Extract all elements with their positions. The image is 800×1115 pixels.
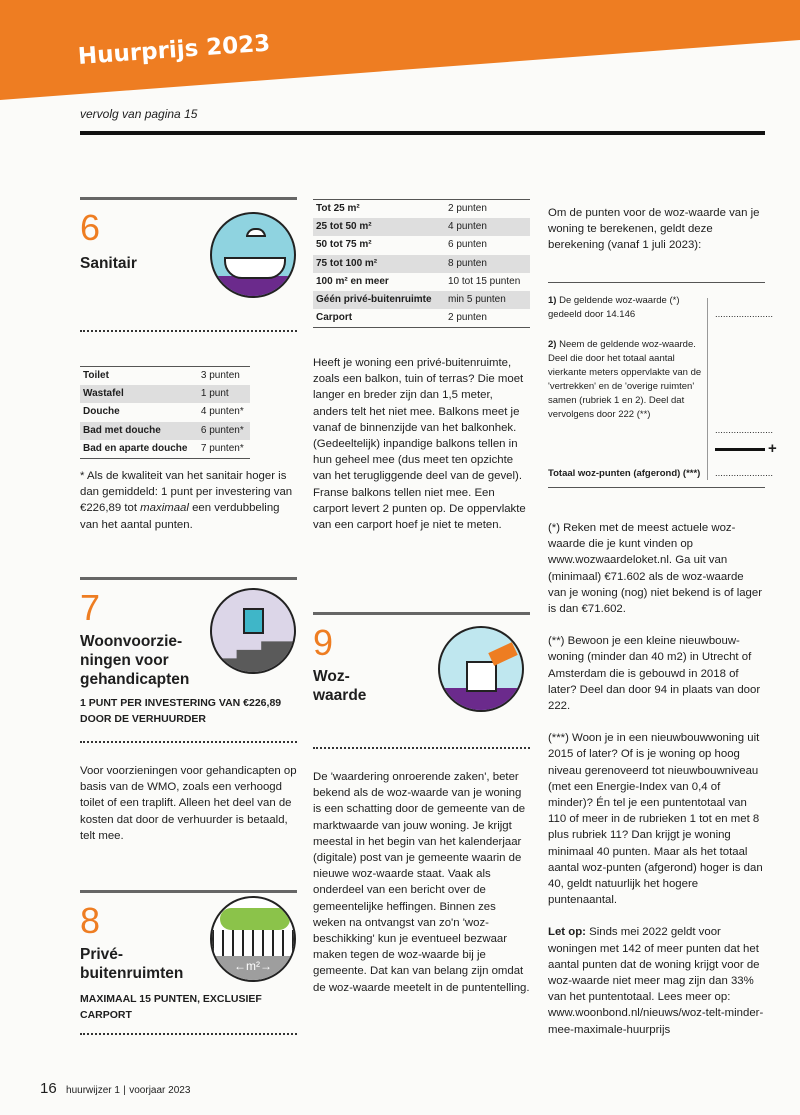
house-value-icon: [438, 626, 524, 712]
points-cell: 2 punten: [447, 203, 487, 214]
table-row: [313, 255, 530, 273]
woz-notes: (*) Reken met de meest actuele woz-waarde die je kunt vinden op www.wozwaardeloket.nl. Ga uit van (minimaal) €71.602 als de woz-waarde van je woning (nog) niet bekend is of lager is dan €71.602. (**) Bewoon je een kleine nieuwbouw-woning (minder dan 40 m2) in Utrecht of Amsterdam die is gebouwd in 2018 of later? Deel dan door 94 in plaats van door 222. (***) Woon je in een nieuwbouwwoning uit 2015 of later? Of is je woning op hoog niveau gerenoveerd tot nieuwbouwniveau (met een Energie-Index van 0,4 of minder)? Én tel je een puntentotaal van 110 of meer in de rubrieken 1 tot en met 8 plus rubriek 11? Dan krijgt je woning minimaal 40 punten. Maar als het totaal aantal woz-punten (afgerond) hoger is dan 40, geldt natuurlijk het hogere puntenaantal. Let op: Sinds mei 2022 geldt voor woningen met 142 of meer punten dat het aantal punten dat de woning krijgt voor de woz-waarde niet meer mag zijn dan 33% van het puntentotaal. Lees meer op: www.woonbond.nl/nieuws/woz-telt-minder-mee-maximale-huurprijs: [548, 522, 764, 1036]
item-cell: Tot 25 m²: [316, 203, 360, 214]
table-row: [80, 385, 250, 403]
section-subtitle: 1 PUNT PER INVESTERING VAN €226,89 DOOR DE VERHUURDER: [80, 697, 282, 725]
item-cell: Bad met douche: [83, 424, 161, 436]
item-cell: Wastafel: [83, 388, 124, 400]
item-cell: Toilet: [83, 370, 109, 381]
footer: 16 huurwijzer 1 | voorjaar 2023: [40, 1080, 191, 1097]
section-title: Sanitair: [80, 255, 137, 272]
outdoor-body: Heeft je woning een privé-buitenruimte, zoals een balkon, tuin of terras? Die moet langer en breder zijn dan 1,5 meter, anders telt het niet mee. Balkons meet je vanaf de binnenzijde van het balkonhek. (Gedeeltelijk) inpandige balkons tellen in hun geheel mee (dus meet ten opzichte van het terugliggende deel van de gevel). Franse balkons tellen niet mee. Een carport levert 2 punten op. De oppervlakte van een carport hoef je niet te meten.: [313, 357, 526, 532]
points-cell: 7 punten*: [200, 442, 244, 454]
points-cell: 6 punten*: [200, 424, 244, 436]
item-cell: 100 m² en meer: [316, 275, 389, 287]
blank-field: ......................: [715, 468, 774, 479]
woz-step-1: 1) De geldende woz-waarde (*) gedeeld door 14.146: [548, 295, 680, 320]
table-row: [313, 200, 530, 218]
section-7: 7 Woonvoorzie-ningen voor gehandicapten 1 PUNT PER INVESTERING VAN €226,89 DOOR DE VERHUURDER Voor voorzieningen voor gehandicapten op basis van de WMO, zoals een verhoogd toilet of een traplift. Alleen het deel van de kosten dat door de verhuurder is betaald, telt mee.: [80, 577, 297, 844]
points-cell: 10 tot 15 punten: [447, 275, 521, 287]
section-body: Voor voorzieningen voor gehandicapten op basis van de WMO, zoals een verhoogd toilet of een traplift. Alleen het deel van de kosten dat door de verhuurder is betaald, telt mee.: [80, 765, 297, 842]
table-row: [313, 218, 530, 236]
item-cell: 75 tot 100 m²: [316, 257, 378, 269]
points-cell: 3 punten: [200, 370, 240, 381]
section-body: De 'waardering onroerende zaken', beter bekend als de woz-waarde van je woning is een schatting door de gemeente van de marktwaarde van jouw woning. Je krijgt meestal in het begin van het kalenderjaar (digitale) post van je gemeente waarin de nieuwe woz-waarde staat. Vaak als onderdeel van een bericht over de gemeentelijke heffingen. Binnen zes weken na ontvangst van zo'n 'woz-beschikking' kun je eventueel bezwaar maken tegen de woz-waarde bij je gemeente. Dat kan van belang zijn omdat de woz-waarde meetelt in de puntentelling.: [313, 771, 530, 994]
item-cell: 25 tot 50 m²: [316, 221, 372, 233]
table-row: [80, 440, 250, 458]
woz-intro: Om de punten voor de woz-waarde van je woning te berekenen, geldt deze berekening (vanaf 1 juli 2023):: [548, 207, 760, 252]
sanitary-table: [80, 366, 250, 459]
woz-total: Totaal woz-punten (afgerond) (***): [548, 468, 701, 479]
section-8: 8 Privé-buitenruimten MAXIMAAL 15 PUNTEN, EXCLUSIEF CARPORT: [80, 890, 297, 1035]
points-cell: min 5 punten: [447, 294, 506, 306]
points-cell: 2 punten: [447, 312, 487, 324]
points-cell: 6 punten: [447, 239, 487, 251]
outdoor-table: [313, 199, 530, 328]
continued-note: vervolg van pagina 15: [80, 107, 198, 121]
bathtub-icon: [210, 212, 296, 298]
section-number: 6: [80, 207, 101, 248]
table-row: [313, 309, 530, 327]
section-9: 9 Woz-waarde De 'waardering onroerende zaken', beter bekend als de woz-waarde van je woning is een schatting door de gemeente van de marktwaarde van jouw woning. Je krijgt meestal in het begin van het kalenderjaar (digitale) post van je gemeente waarin de nieuwe woz-waarde staat. Vaak als onderdeel van een bericht over de gemeentelijke heffingen. Binnen zes weken na ontvangst van zo'n 'woz-beschikking' kun je eventueel bezwaar maken tegen de woz-waarde bij je gemeente. Dat kan van belang zijn omdat de woz-waarde meetelt in de puntentelling.: [313, 612, 530, 996]
section-title: Woz-waarde: [313, 668, 367, 704]
blank-field: ......................: [715, 425, 774, 436]
points-cell: 4 punten*: [200, 406, 244, 418]
stairlift-icon: [210, 588, 296, 674]
points-cell: 8 punten: [447, 257, 487, 269]
table-row: [313, 273, 530, 291]
area-label: ←m²→: [212, 956, 294, 982]
page-title: Huurprijs 2023: [77, 30, 272, 70]
item-cell: Carport: [316, 312, 353, 324]
section-title: Privé-buitenruimten: [80, 946, 184, 982]
item-cell: Douche: [83, 406, 120, 418]
table-row: [80, 422, 250, 440]
plus-sign: +: [768, 440, 777, 457]
item-cell: Géén privé-buitenruimte: [316, 294, 432, 306]
table-row: [80, 403, 250, 421]
item-cell: Bad en aparte douche: [83, 442, 188, 454]
divider: [80, 131, 765, 135]
table-row: [80, 367, 250, 385]
blank-field: ......................: [715, 309, 774, 320]
section-title: Woonvoorzie-ningen voor gehandicapten: [80, 633, 190, 688]
balcony-icon: [210, 896, 296, 982]
section-subtitle: MAXIMAAL 15 PUNTEN, EXCLUSIEF CARPORT: [80, 993, 262, 1021]
woz-step-2: 2) Neem de geldende woz-waarde. Deel die door het totaal aantal vierkante meters oppervlakte van de 'vertrekken' en de 'overige ruimten' samen (rubriek 1 en 2). Deel dat vervolgens door 222 (**): [548, 339, 702, 420]
sanitary-note: * Als de kwaliteit van het sanitair hoger is dan gemiddeld: 1 punt per investering van €226,89 tot maximaal een verdubbeling van het aantal punten.: [80, 470, 293, 531]
table-row: [313, 291, 530, 309]
item-cell: 50 tot 75 m²: [316, 239, 372, 251]
points-cell: 4 punten: [447, 221, 487, 233]
page-number: 16: [40, 1080, 57, 1097]
points-cell: 1 punt: [200, 388, 229, 400]
table-row: [313, 236, 530, 254]
